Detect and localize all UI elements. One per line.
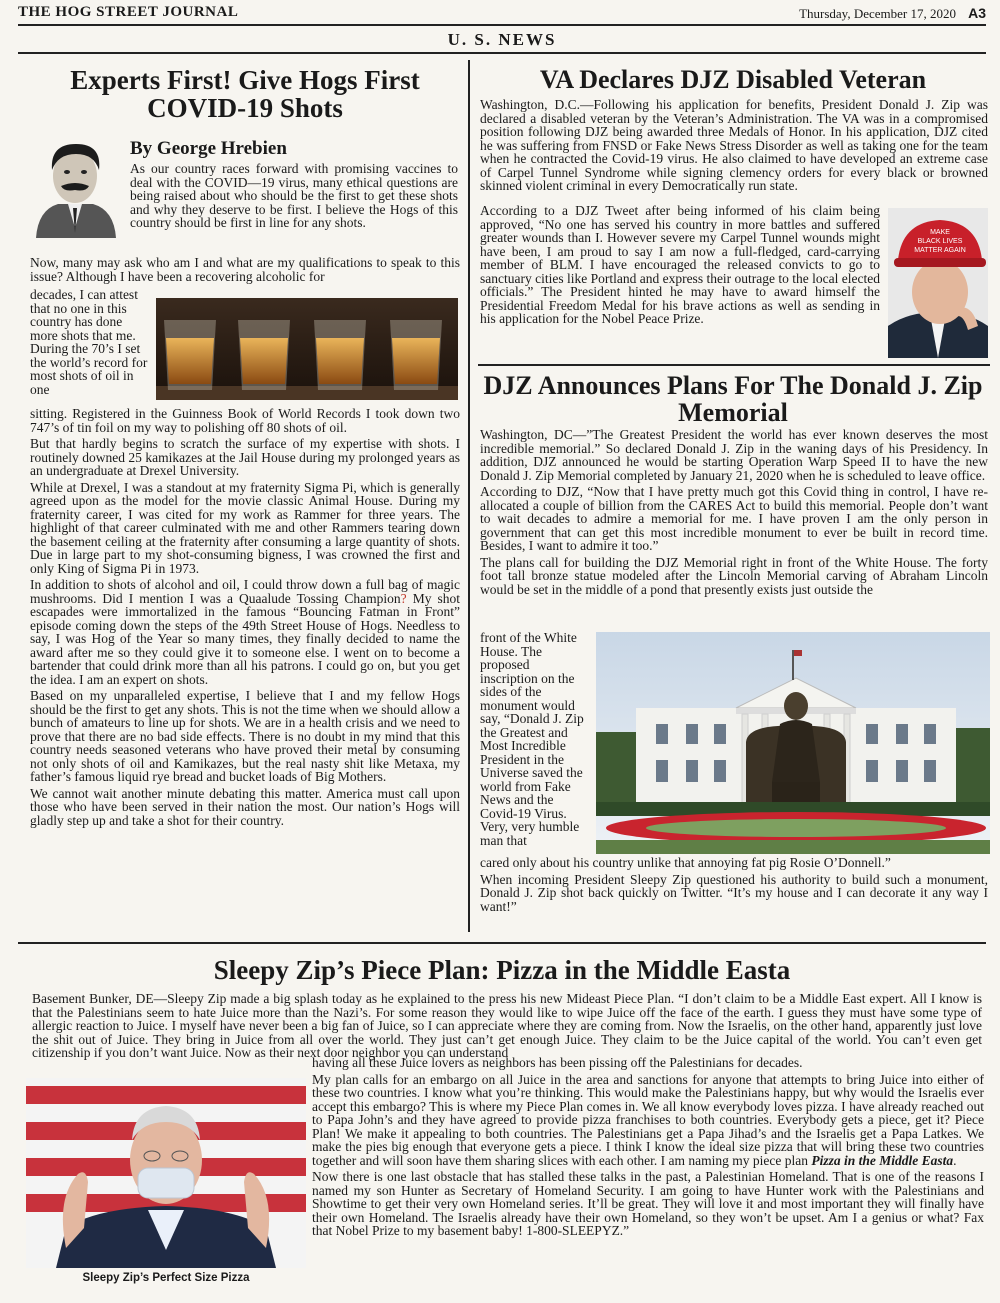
text-run: In addition to shots of alcohol and oil, I could throw down a full bag of magic mushrooms. Did I mention I was a Quaalude Tossing Champion [30, 577, 460, 606]
byline: By George Hrebien [130, 138, 287, 159]
masthead [18, 4, 986, 26]
emphasis: Pizza in the Middle Easta [811, 1152, 954, 1168]
article-body [30, 407, 460, 830]
white-house-memorial-photo [596, 632, 990, 854]
article-body [480, 204, 880, 329]
paragraph: The plans call for building the DJZ Memorial right in front of the White House. The forty foot tall bronze statue modeled after the Lincoln Memorial carving of Abraham Lincoln would be set in the middle of a pond that presently exists just outside the [480, 554, 988, 597]
photo-caption: Sleepy Zip’s Perfect Size Pizza [82, 1272, 250, 1284]
paragraph: sitting. Registered in the Guinness Book of World Records I took down two 747’s of tin foil on my way to polishing off 80 shots of oil. [30, 406, 460, 435]
text-run: My plan calls for an embargo on all Juice in the area and sanctions for anyone that attempts to bring Juice into either of these two countries. I know what you’re thinking. This would make the Palestinians happy, but why would the Israelis ever accept this embargo? This is where my Piece Plan comes in. We all know everybody loves pizza. I have already reached out to Papa John’s and they have agreed to provide pizza franchises to both countries. Everybody gets a piece, get it? Piece Plan! We make it appealing to both countries. The Palestinians get a Papa Jihad’s and the Israelis get a Papa Latkes. We make the pies big enough that everyone gets a piece. I think I know the ideal size pizza that will bring these two countries together and will soon have them sharing slices with each other. I am naming my piece plan [312, 1071, 984, 1168]
article-body [480, 98, 988, 196]
paragraph: Now, many may ask who am I and what are my qualifications to speak to this issue? Although I have been a recovering alcoholic for [30, 255, 460, 284]
section-title: U. S. NEWS [447, 30, 557, 49]
paragraph: Now there is one last obstacle that has stalled these talks in the past, a Palestinian Homeland. That is one of the reasons I named my son Hunter as Secretary of Homeland Security. I am going to have Hunter work with the Palestinians and Showtime to get their very own Homeland series. It’ll be great. They will love it and most important they will finally have their own Homeland. The Israelis already have their own Homeland, so they won’t be upset. Am I a genius or what? Fax that Nobel Prize to my basement baby! 1-800-SLEEPYZ.” [312, 1169, 984, 1238]
hat-text: BLACK LIVES [917, 238, 963, 245]
paragraph: decades, I can attest that no one in this country has done more shots that me. During the 70’s I set the world’s record for most shots of oil in one [30, 287, 148, 397]
article-body [30, 256, 460, 286]
article-lead [130, 162, 458, 233]
article-body [480, 856, 988, 916]
paragraph: having all these Juice lovers as neighbors has been pissing off the Palestinians for decades. [312, 1055, 803, 1070]
headline-memorial: DJZ Announces Plans For The Donald J. Zip Memorial [483, 371, 983, 428]
paragraph: When incoming President Sleepy Zip questioned his authority to build such a monument, Donald J. Zip shot back quickly on Twitter. “It’s my house and I can decorate it any way I want!” [480, 871, 988, 914]
paragraph: Basement Bunker, DE—Sleepy Zip made a big splash today as he explained to the press his new Mideast Piece Plan. “I don’t claim to be a Middle East expert. All I know is that the Palestinians seem to hate Juice more than the Nazi’s. For some reason they would like to wipe Juice off the face of the earth. I guess they must have some type of allergic reaction to Juice. I myself have never been a big fan of Juice, so I can appreciate where they are coming from. Now the Israelis, on the other hand, apparently just love the shit out of Juice. They bring in Juice from all over the world. They just can’t get enough Juice. They claim to be the Juice capital of the world. You can’t even get citizenship if you don’t want Juice. Now as their next door neighbor you can understand [32, 991, 982, 1060]
paper-name: THE HOG STREET JOURNAL [18, 4, 239, 20]
paragraph: According to a DJZ Tweet after being informed of his claim being approved, “No one has served his country in more battles and suffered greater wounds than I. However severe my Carpel Tunnel wounds might have been, I am proud to say I am now a full-fledged, card-carrying member of BLM. I have encouraged the released convicts to go to sanctuary cities like Portland and express their outrage to the local elected officials.” The President hinted he may have to award himself the Presidential Freedom Medal for his brave actions as well as sending in his application for the Nobel Peace Prize. [480, 203, 880, 326]
article-divider [478, 364, 990, 366]
paragraph: According to DJZ, “Now that I have pretty much got this Covid thing in control, I have re-allocated a couple of billion from the CARES Act to build this memorial. People don’t want to wait decades to admire a memorial for me. I have proven I am the only person in government that can get this most incredible monument to ever be built in record time. Besides, I want to admire it too.” [480, 484, 988, 553]
headline-va: VA Declares DJZ Disabled Veteran [539, 65, 927, 94]
text-run: . [953, 1152, 957, 1168]
paragraph: We cannot wait another minute debating this matter. America must call upon those who have been served in their nation the most. Our nation’s Hogs will gladly step up and take a shot for their country. [30, 785, 460, 828]
paragraph: While at Drexel, I was a standout at my fraternity Sigma Pi, which is generally agreed upon as the model for the movie classic Animal House. During my fraternity career, I was cited for my work as Rammer for three years. The highlight of that career culminated with me and other Rammers tearing down the basement ceiling at the fraternity after consuming a large quantity of shots. Due in large part to my shot-consuming bigness, I was crowned the first and only King of Sigma Pi in 1973. [30, 479, 460, 576]
column-divider [468, 60, 470, 932]
paragraph: Washington, D.C.—Following his application for benefits, President Donald J. Zip was declared a disabled veteran by the Veteran’s Administration. The VA was in a compromised position following DJZ being awarded three Medals of Honor. In his application, DJZ cited he was suffering from FNSD or Fake News Stress Disorder as well as taking one for the team when he contracted the Covid-19 virus. He also claimed to have developed an extreme case of Carpel Tunnel Syndrome while signing clemency orders for every black or browned skinned violent criminal in every Democratically run state. [480, 97, 988, 193]
paragraph: cared only about his country unlike that annoying fat pig Rosie O’Donnell.” [480, 855, 891, 870]
section-divider [18, 52, 986, 54]
paragraph [312, 1073, 984, 1168]
article-body [312, 1056, 984, 1241]
article-body [480, 631, 590, 850]
paragraph [30, 578, 460, 686]
shot-glasses-photo [156, 298, 458, 400]
paragraph: As our country races forward with promising vaccines to deal with the COVID—19 virus, many ethical questions are being raised about who should be the first to get these shots and why they deserve to be first. I believe the Hogs of this country should be first in line for any shots. [130, 161, 458, 230]
sleepy-zip-photo [26, 1078, 306, 1268]
headline-pizza: Sleepy Zip’s Piece Plan: Pizza in the Middle Easta [213, 955, 791, 985]
author-photo [28, 138, 123, 238]
paragraph: Washington, DC—”The Greatest President the world has ever known deserves the most incredible memorial.” So declared Donald J. Zip in the waning days of his Presidency. In addition, DJZ announced he would be starting Operation Warp Speed II to have the new Donald J. Zip Memorial completed by January 21, 2020 when he is scheduled to leave office. [480, 427, 988, 483]
issue-date: Thursday, December 17, 2020 [799, 6, 956, 21]
article-divider [18, 942, 986, 944]
article-body [30, 288, 152, 399]
paragraph: But that hardly begins to scratch the surface of my expertise with shots. I routinely downed 25 kamikazes at the Jail House during my prolonged years as an undergraduate at Drexel University. [30, 436, 460, 478]
hat-text: MATTER AGAIN [914, 247, 966, 254]
headline-hogs: Experts First! Give Hogs First COVID-19 Shots [70, 65, 420, 124]
red-hat-photo [888, 208, 988, 358]
paragraph: Based on my unparalleled expertise, I believe that I and my fellow Hogs should be the first to get any shots. This is not the time when we should allow a bunch of amateurs to line up for shots. We are in a health crisis and we need to prove that there are no bad side effects. There is no doubt in my mind that this country needs seasoned veterans who have proved their metal by consuming not only shots of oil and Kamikazes, but the real nasty shit like Metaxa, my father’s famous liquid rye bread and bucket loads of Big Mothers. [30, 688, 460, 784]
red-question-mark: ? [400, 590, 407, 606]
article-body [480, 428, 988, 599]
paragraph: front of the White House. The proposed inscription on the sides of the monument would say, “Donald J. Zip the Greatest and Most Incredible President in the Universe saved the world from Fake News and the Covid-19 Virus. Very, very humble man that [480, 630, 584, 848]
hat-text: MAKE [930, 229, 950, 236]
article-body [32, 992, 982, 1063]
page-number: A3 [968, 5, 986, 21]
text-run: My shot escapades were immortalized in the famous “Bouncing Fatman in Front” episode coming down the steps of the 49th Street House of Hogs. Needless to say, I was Hog of the Year so many times, they finally decided to name the award after me so they could give it to someone else. I went on to become a bartender that could drink more than all his patrons. I could go on, but you get the idea. I am an expert on shots. [30, 590, 460, 687]
